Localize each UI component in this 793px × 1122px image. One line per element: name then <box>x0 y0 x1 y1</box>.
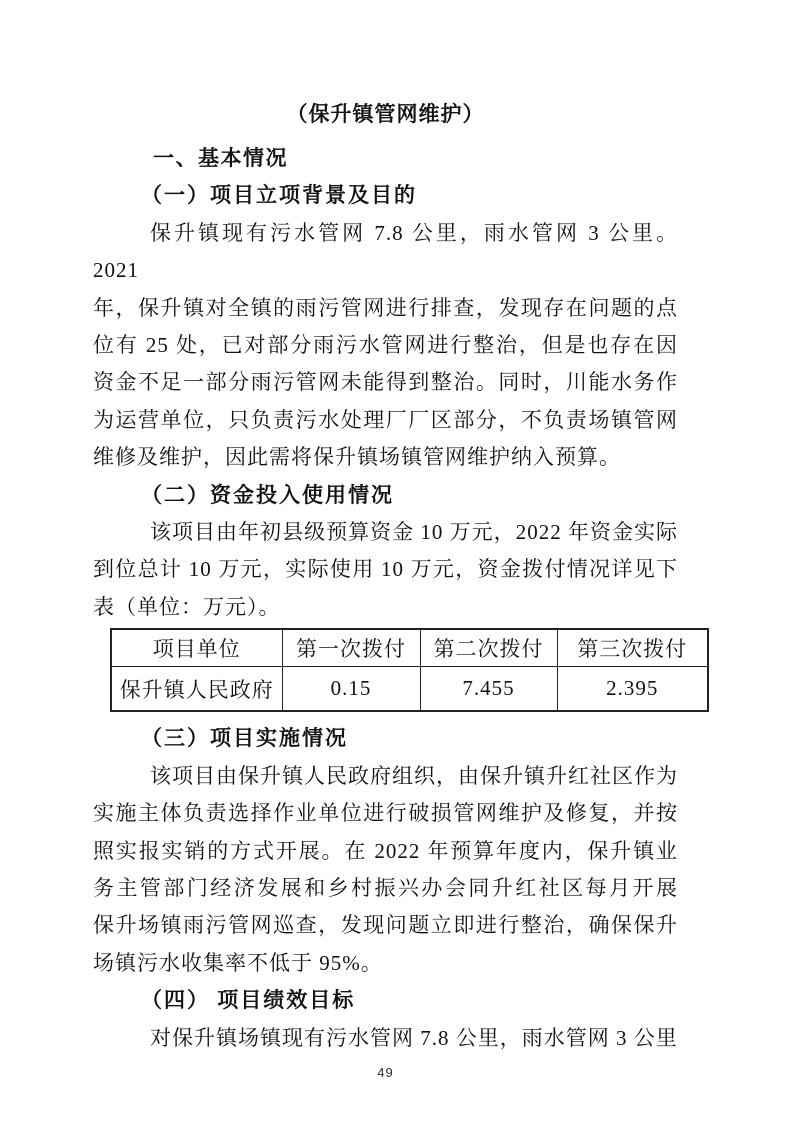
page-number: 49 <box>377 1064 394 1080</box>
header-cell-first-payment: 第一次拨付 <box>282 629 420 667</box>
body-line: 保升场镇雨污管网巡查，发现问题立即进行整治，确保保升 <box>93 913 678 938</box>
body-line: 该项目由保升镇人民政府组织，由保升镇升红社区作为 <box>150 763 678 788</box>
table-data-row <box>111 667 708 712</box>
subsection-heading-background: （一）项目立项背景及目的 <box>141 183 417 208</box>
body-line: 照实报实销的方式开展。在 2022 年预算年度内，保升镇业 <box>93 838 678 863</box>
subsection-heading-funding: （二）资金投入使用情况 <box>141 482 394 507</box>
body-line: 位有 25 处，已对部分雨污水管网进行整治，但是也存在因 <box>93 333 678 358</box>
document-title: （保升镇管网维护） <box>286 102 485 126</box>
funding-allocation-table <box>110 628 709 712</box>
paragraph-performance <box>93 1020 678 1057</box>
body-line: 实施主体负责选择作业单位进行破损管网维护及修复，并按 <box>93 801 678 826</box>
paragraph-background <box>93 215 678 477</box>
body-line: 到位总计 10 万元，实际使用 10 万元，资金拨付情况详见下 <box>93 557 678 582</box>
paragraph-funding <box>93 514 678 626</box>
cell-project-unit: 保升镇人民政府 <box>111 667 282 712</box>
heading-basic-info: 一、基本情况 <box>153 147 288 170</box>
paragraph-implementation <box>93 758 678 982</box>
cell-third-payment: 2.395 <box>557 667 708 712</box>
body-line: 该项目由年初县级预算资金 10 万元，2022 年资金实际 <box>150 520 678 545</box>
body-line: 表（单位：万元）。 <box>93 594 281 619</box>
body-line: 场镇污水收集率不低于 95%。 <box>93 950 383 975</box>
header-cell-second-payment: 第二次拨付 <box>420 629 557 667</box>
subsection-heading-implementation: （三）项目实施情况 <box>141 726 348 751</box>
header-cell-third-payment: 第三次拨付 <box>557 629 708 667</box>
body-line: 为运营单位，只负责污水处理厂厂区部分，不负责场镇管网 <box>93 407 678 432</box>
subsection-heading-performance: （四） 项目绩效目标 <box>141 988 356 1013</box>
cell-first-payment: 0.15 <box>282 667 420 712</box>
header-cell-project-unit: 项目单位 <box>111 629 282 667</box>
table-header-row <box>111 629 708 667</box>
body-line: 对保升镇场镇现有污水管网 7.8 公里，雨水管网 3 公里 <box>150 1025 678 1050</box>
body-line: 保升镇现有污水管网 7.8 公里，雨水管网 3 公里。2021 <box>93 220 678 283</box>
body-line: 务主管部门经济发展和乡村振兴办会同升红社区每月开展 <box>93 875 678 900</box>
body-line: 年，保升镇对全镇的雨污管网进行排查，发现存在问题的点 <box>93 295 678 320</box>
body-line: 资金不足一部分雨污管网未能得到整治。同时，川能水务作 <box>93 370 678 395</box>
cell-second-payment: 7.455 <box>420 667 557 712</box>
body-line: 维修及维护，因此需将保升镇场镇管网维护纳入预算。 <box>93 445 621 470</box>
